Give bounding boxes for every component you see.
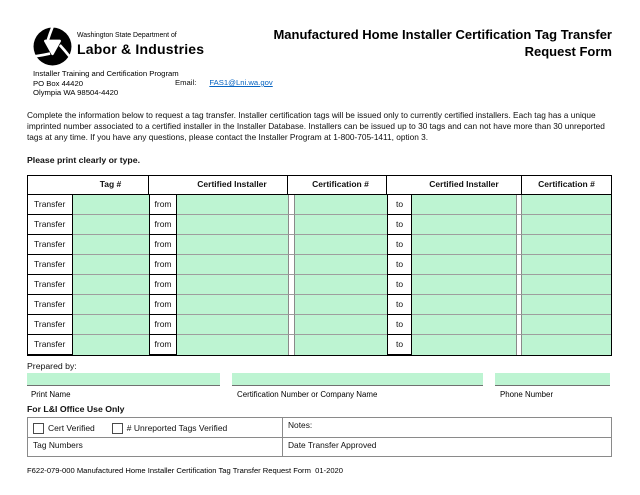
header-certified-installer-from: Certified Installer [177,176,288,194]
program-name: Installer Training and Certification Program [33,69,179,78]
city-zip: Olympia WA 98504-4420 [33,88,119,98]
column-gap [288,195,295,215]
certification-or-company-label: Certification Number or Company Name [237,390,378,399]
header-certification-number-from: Certification # [295,176,387,194]
column-gap [288,315,295,335]
instructions-paragraph: Complete the information below to request a tag transfer. Installer certification tags will be issued only to currently certified installers. Each tag has a unique imprinted number associated to a certified installer in the Installer Database. Installers can be issued up to 30 tags and can not have more than 30 unreported tags at any time. If you have any questions, please contact the Installer Program at 1-800-705-1411, option 3. [27,110,605,142]
from-installer-field[interactable] [177,235,288,255]
to-certification-field[interactable] [522,235,611,255]
office-use-table [27,417,612,457]
from-certification-field[interactable] [295,335,387,355]
transfer-table [27,175,612,356]
date-transfer-approved-cell [283,438,611,457]
cert-verified-label: Cert Verified [48,423,95,433]
office-checkbox-cell [28,418,283,438]
to-installer-field[interactable] [412,315,516,335]
unreported-tags-item [112,423,228,434]
from-label: from [149,235,177,255]
to-certification-field[interactable] [522,255,611,275]
po-box: PO Box 44420 [33,78,84,88]
transfer-label: Transfer [28,215,73,235]
page-title-line1: Manufactured Home Installer Certification Tag Transfer [273,27,612,42]
from-installer-field[interactable] [177,335,288,355]
transfer-label: Transfer [28,295,73,315]
page-title [273,27,612,60]
email-label: Email: [175,78,197,87]
transfer-label: Transfer [28,195,73,215]
print-clearly-instruction: Please print clearly or type. [27,155,140,165]
to-label: to [387,295,412,315]
to-certification-field[interactable] [522,275,611,295]
to-installer-field[interactable] [412,295,516,315]
from-installer-field[interactable] [177,315,288,335]
to-installer-field[interactable] [412,195,516,215]
tag-number-field[interactable] [73,235,149,255]
from-installer-field[interactable] [177,255,288,275]
column-gap [288,295,295,315]
print-name-field[interactable] [27,373,220,386]
from-certification-field[interactable] [295,195,387,215]
column-gap [288,255,295,275]
transfer-row [28,255,611,275]
office-use-heading: For L&I Office Use Only [27,404,125,414]
column-gap [288,235,295,255]
transfer-label: Transfer [28,315,73,335]
to-label: to [387,195,412,215]
from-label: from [149,295,177,315]
from-certification-field[interactable] [295,255,387,275]
to-installer-field[interactable] [412,235,516,255]
header-spacer [387,176,412,194]
transfer-table-header [28,176,611,195]
header-certification-number-to: Certification # [538,179,595,189]
from-label: from [149,335,177,355]
to-label: to [387,235,412,255]
email-link[interactable]: FAS1@Lni.wa.gov [209,78,273,87]
from-installer-field[interactable] [177,275,288,295]
transfer-row [28,215,611,235]
from-certification-field[interactable] [295,275,387,295]
phone-number-field[interactable] [495,373,610,386]
from-label: from [149,215,177,235]
from-label: from [149,315,177,335]
phone-number-label: Phone Number [500,390,554,399]
to-installer-field[interactable] [412,255,516,275]
logo-text [77,33,204,56]
to-certification-field[interactable] [522,195,611,215]
agency-department-text: Washington State Department of [77,32,177,39]
to-certification-field[interactable] [522,335,611,355]
transfer-row [28,295,611,315]
transfer-row [28,195,611,215]
header-spacer [288,176,295,194]
to-label: to [387,255,412,275]
to-installer-field[interactable] [412,215,516,235]
header-spacer [28,176,73,194]
from-label: from [149,275,177,295]
to-label: to [387,315,412,335]
transfer-row [28,315,611,335]
tag-number-field[interactable] [73,195,149,215]
cert-verified-item [33,423,95,434]
email-line [175,78,273,87]
from-certification-field[interactable] [295,235,387,255]
prepared-by-label: Prepared by: [27,361,77,371]
header-certified-installer-to: Certified Installer [429,179,499,189]
unreported-tags-label: # Unreported Tags Verified [126,423,228,433]
tag-number-field[interactable] [73,215,149,235]
from-installer-field[interactable] [177,215,288,235]
header-tag-number: Tag # [73,176,149,194]
from-installer-field[interactable] [177,195,288,215]
form-number-footer: F622-079-000 Manufactured Home Installer Certification Tag Transfer Request Form 01-2020 [27,466,344,475]
print-name-label: Print Name [31,390,71,399]
to-certification-field[interactable] [522,295,611,315]
lni-logo-icon [32,26,73,67]
header-spacer [149,176,177,194]
tag-number-field[interactable] [73,295,149,315]
notes-label: Notes: [288,420,313,430]
column-gap [288,215,295,235]
to-label: to [387,215,412,235]
date-transfer-approved-label: Date Transfer Approved [288,440,377,450]
to-certification-field[interactable] [522,215,611,235]
transfer-label: Transfer [28,275,73,295]
transfer-table-body [28,195,611,355]
to-certification-field[interactable] [522,315,611,335]
column-gap [288,335,295,355]
tag-number-field[interactable] [73,335,149,355]
page-title-line2: Request Form [524,43,612,59]
from-label: from [149,255,177,275]
tag-numbers-label: Tag Numbers [33,440,83,450]
tag-numbers-cell [28,438,283,457]
tag-number-field[interactable] [73,275,149,295]
certification-or-company-field[interactable] [232,373,483,386]
from-certification-field[interactable] [295,295,387,315]
to-label: to [387,335,412,355]
cert-verified-checkbox[interactable] [33,423,44,434]
notes-cell [283,418,611,438]
transfer-label: Transfer [28,335,73,355]
from-certification-field[interactable] [295,215,387,235]
program-address [33,69,179,98]
tag-number-field[interactable] [73,255,149,275]
agency-name-text: Labor & Industries [77,40,205,57]
from-label: from [149,195,177,215]
transfer-row [28,235,611,255]
to-installer-field[interactable] [412,275,516,295]
transfer-row [28,275,611,295]
unreported-tags-checkbox[interactable] [112,423,123,434]
to-installer-field[interactable] [412,335,516,355]
transfer-label: Transfer [28,255,73,275]
column-gap [288,275,295,295]
to-label: to [387,275,412,295]
transfer-row [28,335,611,355]
transfer-label: Transfer [28,235,73,255]
tag-number-field[interactable] [73,315,149,335]
from-certification-field[interactable] [295,315,387,335]
from-installer-field[interactable] [177,295,288,315]
